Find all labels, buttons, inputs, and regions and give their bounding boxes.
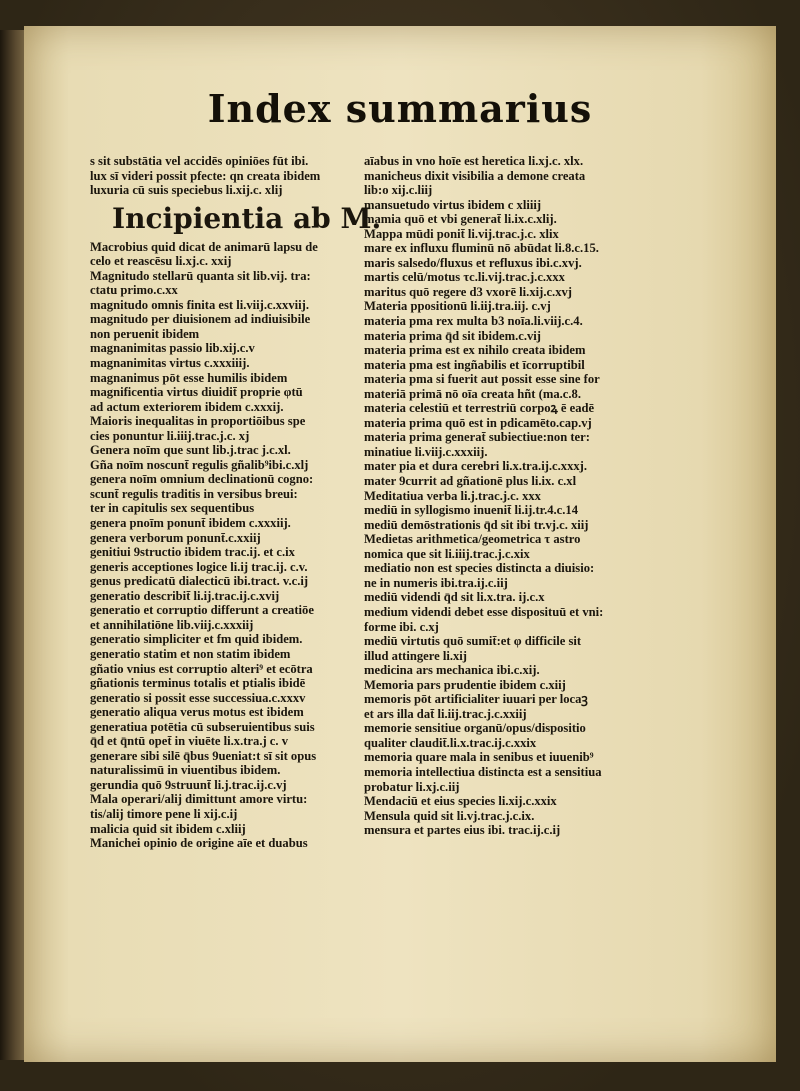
index-entry: Memoria pars prudentie ibidem c.xiij bbox=[364, 677, 566, 692]
index-entry: magnanimitas virtus c.xxxiiij. bbox=[90, 356, 250, 371]
index-entry: mansuetudo virtus ibidem c xliiij bbox=[364, 197, 542, 212]
index-entry: generatio et corruptio differunt a creatiōe bbox=[90, 603, 314, 618]
index-entry: Medietas arithmetica/geometrica τ astro bbox=[364, 532, 581, 547]
index-entry: mediatio non est species distincta a diuisio: bbox=[364, 561, 595, 576]
index-entry: mediū demōstrationis q̄d sit ibi tr.vj.c. xiij bbox=[364, 517, 589, 532]
right-column bbox=[364, 154, 682, 838]
index-entry: memorie sensitiue organū/opus/dispositio bbox=[364, 721, 586, 736]
index-entry: mare ex influxu fluminū nō abūdat li.8.c.15. bbox=[364, 241, 599, 256]
index-entry: generatio si possit esse successiua.c.xxxv bbox=[90, 690, 306, 705]
index-entry: materia celestiū et terrestriū corpoꝝ ē eadē bbox=[364, 401, 595, 416]
index-entry: mediū videndi q̄d sit li.x.tra. ij.c.x bbox=[364, 590, 545, 605]
index-entry: materia prima quō est in pdicamēto.cap.vj bbox=[364, 415, 592, 430]
index-entry: s sit substātia vel accidēs opiniōes fūt ibi. bbox=[90, 154, 309, 168]
index-entry: Mensula quid sit li.vj.trac.j.c.ix. bbox=[364, 808, 535, 823]
index-entry: maritus quō regere d3 vxorē li.xij.c.xvj bbox=[364, 284, 572, 299]
index-entry: Mendaciū et eius species li.xij.c.xxix bbox=[364, 794, 557, 809]
index-entry: genera verborum ponunt̄.c.xxiij bbox=[90, 530, 261, 545]
index-entry: aīabus in vno hoīe est heretica li.xj.c. xlx. bbox=[364, 154, 584, 168]
page-header: Index summarius bbox=[207, 86, 593, 131]
index-entry: genera pnoīm ponunt̄ ibidem c.xxxiij. bbox=[90, 516, 291, 531]
index-entry: generis acceptiones logice li.ij trac.ij. c.v. bbox=[90, 559, 308, 574]
index-entry: Gña noīm noscunt̄ regulis gñalib⁹ibi.c.xlj bbox=[90, 457, 309, 472]
index-entry: mamia quō et vbi generat̄ li.ix.c.xlij. bbox=[364, 212, 557, 227]
index-entry: Meditatiua verba li.j.trac.j.c. xxx bbox=[364, 488, 541, 503]
index-entry: mater pia et dura cerebri li.x.tra.ij.c.xxxj. bbox=[364, 459, 588, 474]
index-entry: magnitudo per diuisionem ad indiuisibile bbox=[90, 312, 311, 327]
index-entry: scunt̄ regulis traditis in versibus breui: bbox=[90, 486, 298, 501]
book-page bbox=[24, 26, 776, 1062]
index-entry: illud attingere li.xij bbox=[364, 648, 467, 663]
index-entry: Manichei opinio de origine aīe et duabus bbox=[90, 836, 308, 851]
index-entry: mater 9currit ad gñationē plus li.ix. c.xl bbox=[364, 474, 577, 489]
index-entry: materia prima q̄d sit ibidem.c.vij bbox=[364, 328, 541, 343]
index-entry: gerundia quō 9struunt̄ li.j.trac.ij.c.vj bbox=[90, 777, 287, 792]
index-entry: lux sī videri possit pfecte: qn creata ibidem bbox=[90, 168, 321, 183]
index-entry: ne in numeris ibi.tra.ij.c.iij bbox=[364, 575, 508, 590]
index-entry: Mala operari/alij dimittunt amore virtu: bbox=[90, 792, 308, 807]
index-entry: materia pma rex multa b3 noīa.li.viij.c.4. bbox=[364, 314, 583, 329]
index-entry: gñationis terminus totalis et ptialis ibidē bbox=[90, 676, 306, 691]
index-entry: ter in capitulis sex sequentibus bbox=[90, 501, 255, 516]
index-entry: manicheus dixit visibilia a demone creata bbox=[364, 168, 586, 183]
index-entry: magnificentia virtus diuidit̄ proprie φtū bbox=[90, 385, 303, 400]
index-entry: generare sibi silē q̄bus 9ueniat:t sī sit opus bbox=[90, 748, 317, 763]
index-entry: medicina ars mechanica ibi.c.xij. bbox=[364, 663, 540, 678]
index-entry: materiā primā nō oīa creata hñt (ma.c.8. bbox=[364, 386, 581, 401]
index-entry: generatio statim et non statim ibidem bbox=[90, 646, 291, 661]
index-entry: tis/alij timore pene li xij.c.ij bbox=[90, 806, 238, 821]
index-entry: Macrobius quid dicat de animarū lapsu de bbox=[90, 239, 318, 254]
index-entry: magnitudo omnis finita est li.viij.c.xxviij. bbox=[90, 297, 309, 312]
index-entry: q̄d et q̄ntū opet̄ in viuēte li.x.tra.j c. v bbox=[90, 734, 288, 749]
index-entry: mensura et partes eius ibi. trac.ij.c.ij bbox=[364, 823, 561, 838]
index-entry: memoria quare mala in senibus et iuuenib⁹ bbox=[364, 750, 594, 765]
index-entry: qualiter claudit̄.li.x.trac.ij.c.xxix bbox=[364, 735, 537, 750]
index-entry: generatio aliqua verus motus est ibidem bbox=[90, 705, 304, 720]
index-entry: nomica que sit li.iiij.trac.j.c.xix bbox=[364, 546, 530, 561]
index-entry: genus predicatū dialecticū ibi.tract. v.c.ij bbox=[90, 574, 309, 589]
index-entry: cies ponuntur li.iiij.trac.j.c. xj bbox=[90, 428, 250, 443]
index-entry: luxuria cū suis speciebus li.xij.c. xlij bbox=[90, 183, 283, 198]
index-entry: magnanimitas passio lib.xij.c.v bbox=[90, 341, 255, 356]
index-entry: probatur li.xj.c.iij bbox=[364, 779, 460, 794]
index-entry: materia prima est ex nihilo creata ibidem bbox=[364, 343, 586, 358]
index-entry: mediū in syllogismo inuenit̄ li.ij.tr.4.c.14 bbox=[364, 503, 578, 518]
index-entry: materia pma est ingñabilis et īcorruptibil bbox=[364, 357, 585, 372]
index-entry: genera noīm omnium declinationū cogno: bbox=[90, 472, 314, 487]
index-entry: memoris pōt artificialiter iuuari per locaꝫ bbox=[364, 692, 588, 707]
index-entry: celo et reascēsu li.xj.c. xxij bbox=[90, 254, 232, 269]
index-entry: Genera noīm que sunt lib.j.trac j.c.xl. bbox=[90, 443, 291, 458]
index-entry: Incipientia ab M. bbox=[112, 201, 382, 235]
index-entry: et annihilatiōne lib.viij.c.xxxiij bbox=[90, 617, 254, 632]
index-entry: materia prima generat̄ subiectiue:non ter: bbox=[364, 430, 590, 445]
index-entry: ctatu primo.c.xx bbox=[90, 283, 178, 298]
index-entry: ad actum exteriorem ibidem c.xxxij. bbox=[90, 399, 284, 414]
index-entry: materia pma si fuerit aut possit esse sine for bbox=[364, 372, 600, 387]
index-entry: medium videndi debet esse disposituū et vni: bbox=[364, 604, 604, 619]
index-entry: mediū virtutis quō sumit̄:et φ difficile sit bbox=[364, 634, 582, 649]
index-entry: genitiui 9structio ibidem trac.ij. et c.ix bbox=[90, 545, 295, 560]
index-entry: Magnitudo stellarū quanta sit lib.vij. tra: bbox=[90, 268, 311, 283]
book-binding bbox=[0, 30, 26, 1060]
index-entry: forme ibi. c.xj bbox=[364, 619, 439, 634]
index-entry: generatiua potētia cū subseruientibus suis bbox=[90, 719, 315, 734]
index-entry: minatiue li.viij.c.xxxiij. bbox=[364, 444, 488, 459]
index-entry: non peruenit ibidem bbox=[90, 326, 200, 341]
index-entry: gñatio vnius est corruptio alteri⁹ et ecōtra bbox=[90, 661, 313, 676]
index-entry: maris salsedo/fluxus et refluxus ibi.c.xvj. bbox=[364, 255, 582, 270]
index-entry: et ars illa dat̄ li.iij.trac.j.c.xxiij bbox=[364, 706, 527, 721]
index-entry: magnanimus pōt esse humilis ibidem bbox=[90, 370, 288, 385]
left-column bbox=[90, 154, 408, 851]
index-entry: malicia quid sit ibidem c.xliij bbox=[90, 821, 246, 836]
index-entry: naturalissimū in viuentibus ibidem. bbox=[90, 763, 281, 778]
index-entry: Materia ppositionū li.iij.tra.iij. c.vj bbox=[364, 299, 551, 314]
index-entry: Maioris inequalitas in proportiōibus spe bbox=[90, 414, 306, 429]
index-entry: Mappa mūdi ponit̄ li.vij.trac.j.c. xlix bbox=[364, 226, 559, 241]
index-entry: lib:o xij.c.liij bbox=[364, 183, 433, 198]
index-entry: martis celū/motus τc.li.vij.trac.j.c.xxx bbox=[364, 270, 565, 285]
index-entry: generatio describit̄ li.ij.trac.ij.c.xvij bbox=[90, 588, 280, 603]
index-entry: generatio simpliciter et fm quid ibidem. bbox=[90, 632, 303, 647]
index-entry: memoria intellectiua distincta est a sensitiua bbox=[364, 764, 602, 779]
